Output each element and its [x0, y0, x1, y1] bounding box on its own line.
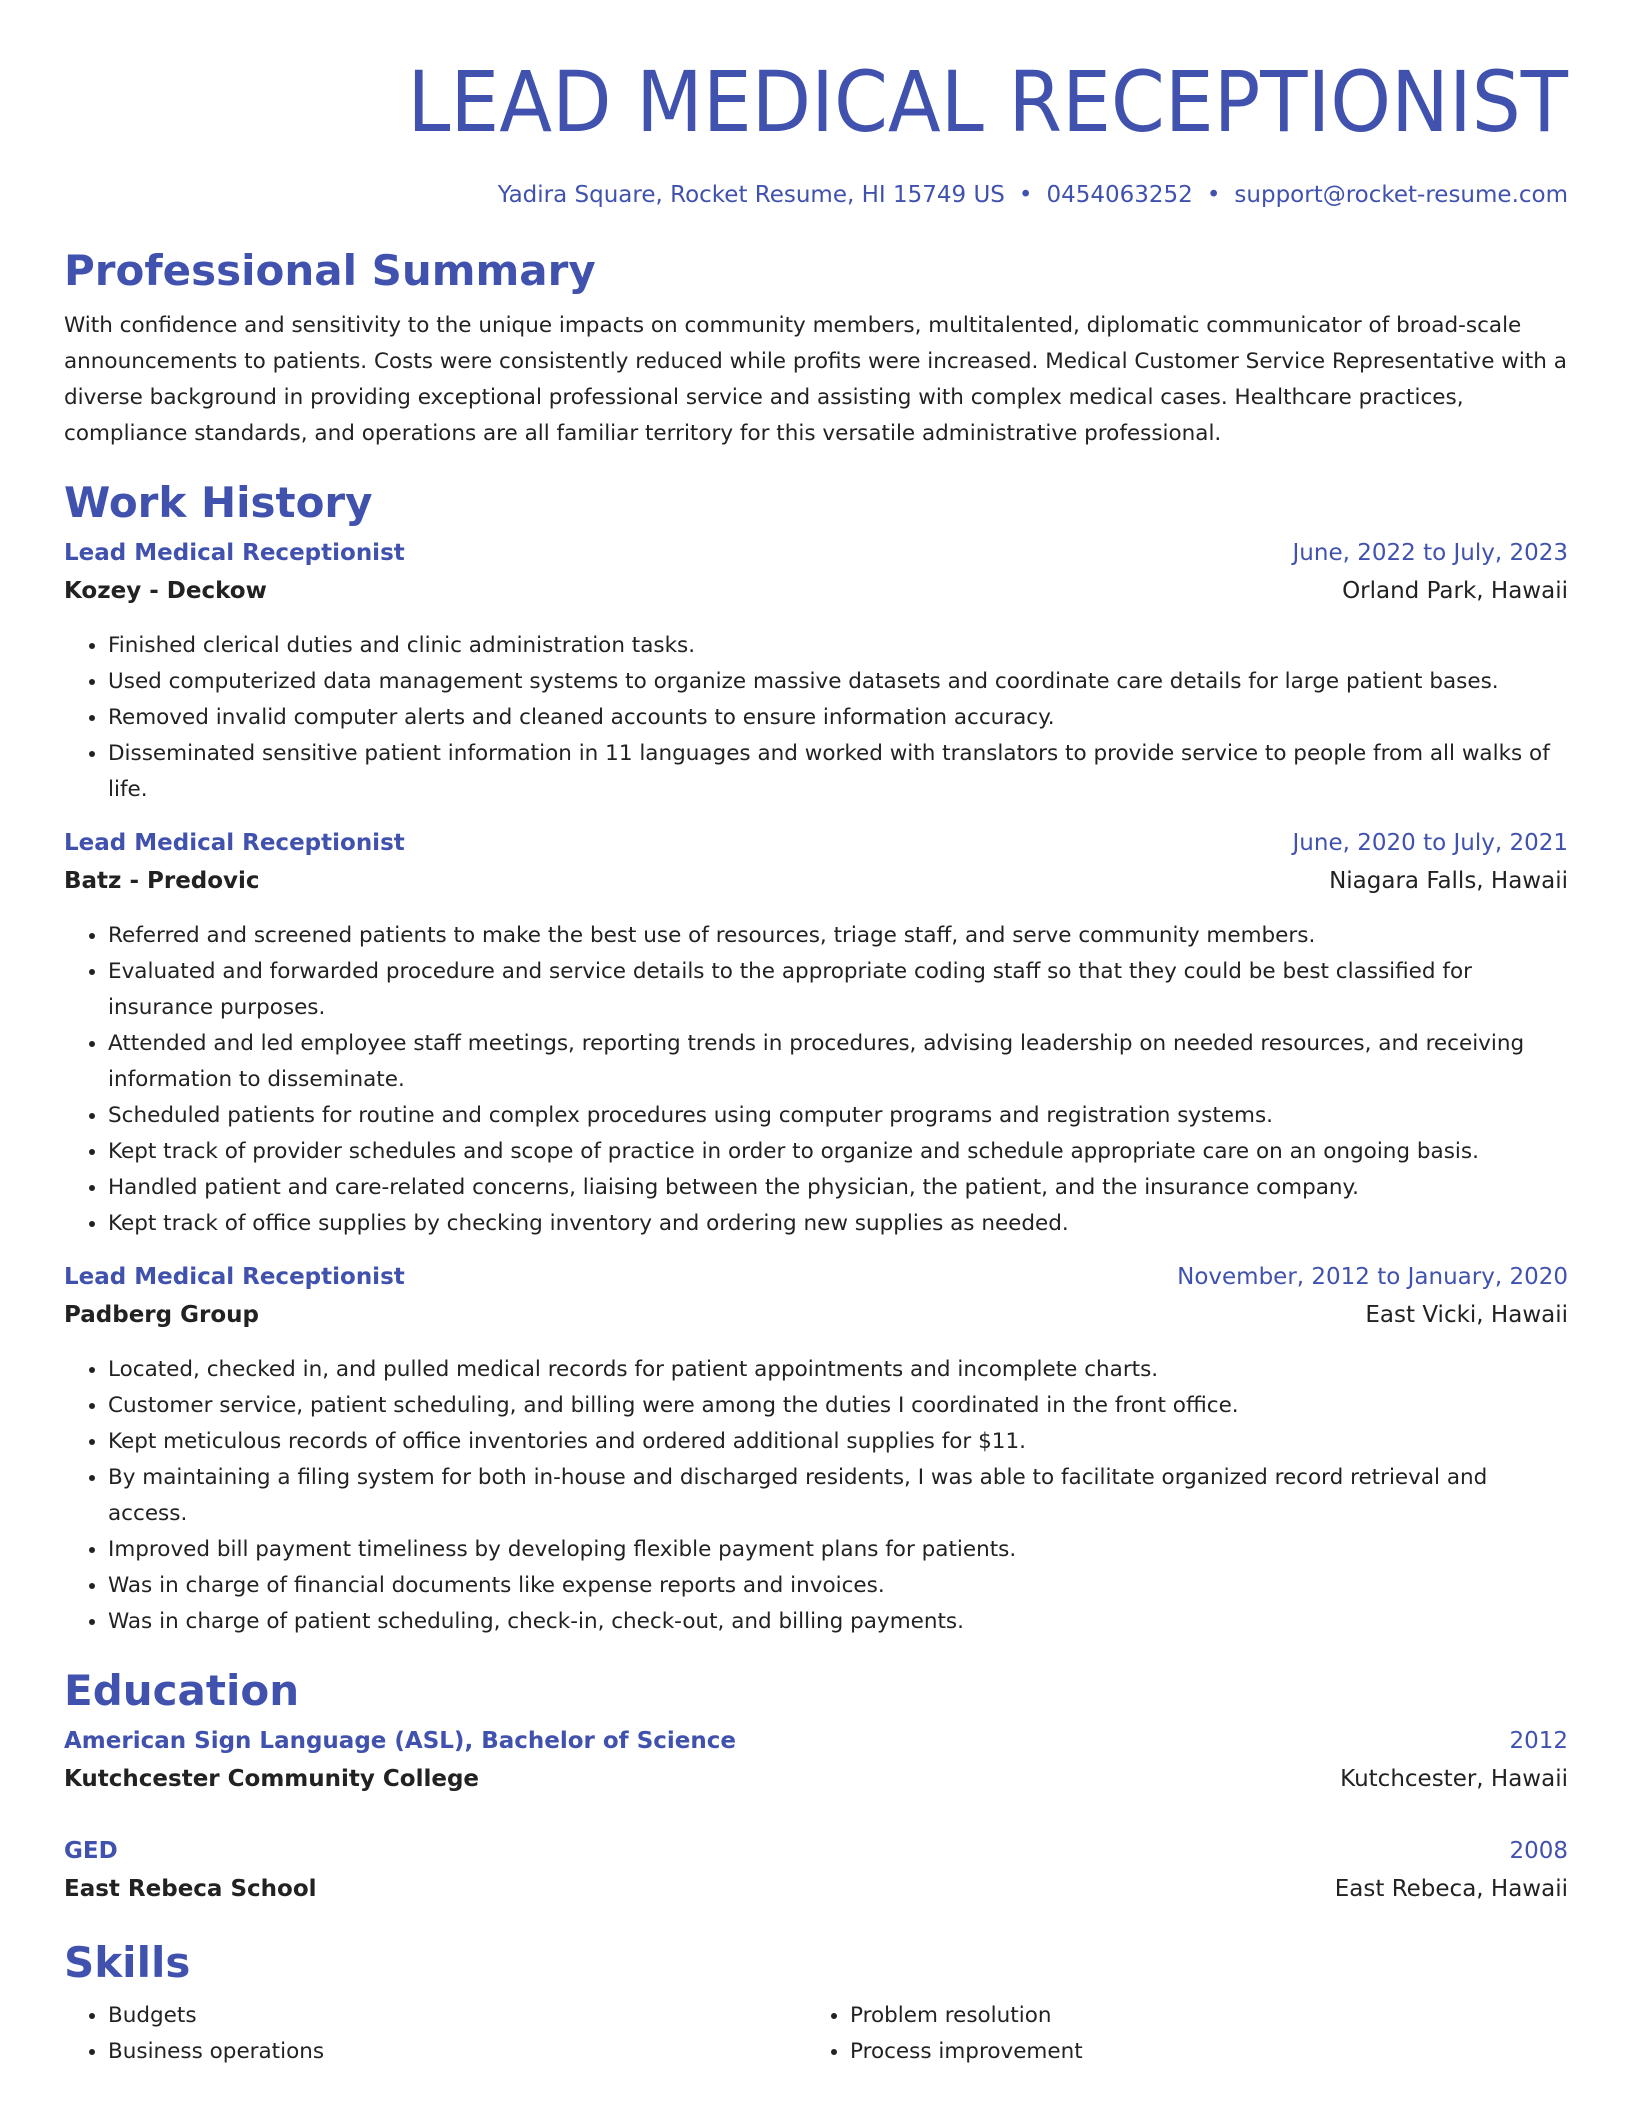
- section-title-work: Work History: [64, 478, 373, 527]
- list-item: • Handled patient and care-related concerns, liaising between the physician, the patient, and the insurance company.: [108, 1170, 1568, 1206]
- list-item: • Evaluated and forwarded procedure and service details to the appropriate coding staff so that they could be best classified for insurance purposes.: [108, 954, 1568, 1026]
- contact-email: support@rocket-resume.com: [1234, 182, 1568, 208]
- list-item: • By maintaining a filing system for both in-house and discharged residents, I was able to facilitate organized record retrieval and access.: [108, 1460, 1568, 1532]
- job-bullets: [64, 1352, 1568, 1640]
- list-item: • Located, checked in, and pulled medical records for patient appointments and incomplete charts.: [108, 1352, 1568, 1388]
- degree-title: American Sign Language (ASL), Bachelor of Science: [64, 1728, 736, 1754]
- job-location: East Vicki, Hawaii: [1365, 1302, 1568, 1328]
- list-item: • Scheduled patients for routine and complex procedures using computer programs and registration systems.: [108, 1098, 1568, 1134]
- contact-separator: •: [1018, 182, 1033, 208]
- list-item: • Was in charge of financial documents like expense reports and invoices.: [108, 1568, 1568, 1604]
- contact-line: [64, 180, 1568, 210]
- school-name: Kutchcester Community College: [64, 1766, 480, 1792]
- list-item: • Referred and screened patients to make the best use of resources, triage staff, and serve community members.: [108, 918, 1568, 954]
- job-dates: June, 2020 to July, 2021: [1292, 830, 1568, 856]
- skills-list: [64, 1998, 1568, 2070]
- list-item: • Attended and led employee staff meetings, reporting trends in procedures, advising leadership on needed resources, and receiving information to disseminate.: [108, 1026, 1568, 1098]
- list-item: • Improved bill payment timeliness by developing flexible payment plans for patients.: [108, 1532, 1568, 1568]
- list-item: • Problem resolution: [850, 1998, 1548, 2034]
- contact-phone: 0454063252: [1046, 182, 1193, 208]
- list-item: • Finished clerical duties and clinic administration tasks.: [108, 628, 1568, 664]
- job-title: Lead Medical Receptionist: [64, 1264, 405, 1290]
- school-location: East Rebeca, Hawaii: [1334, 1876, 1568, 1902]
- list-item: • Budgets: [108, 1998, 806, 2034]
- job-company: Padberg Group: [64, 1302, 259, 1328]
- education-entry: [64, 1728, 1568, 1804]
- job-dates: June, 2022 to July, 2023: [1292, 540, 1568, 566]
- list-item: • Kept meticulous records of office inventories and ordered additional supplies for $11.: [108, 1424, 1568, 1460]
- list-item: • Business operations: [108, 2034, 806, 2070]
- list-item: • Kept track of provider schedules and scope of practice in order to organize and schedule appropriate care on an ongoing basis.: [108, 1134, 1568, 1170]
- job-title: Lead Medical Receptionist: [64, 540, 405, 566]
- list-item: • Used computerized data management systems to organize massive datasets and coordinate care details for large patient bases.: [108, 664, 1568, 700]
- job-bullets: [64, 918, 1568, 1242]
- degree-title: GED: [64, 1838, 118, 1864]
- skills-column-left: [64, 1998, 806, 2070]
- section-title-skills: Skills: [64, 1938, 191, 1987]
- list-item: • Disseminated sensitive patient information in 11 languages and worked with translators to provide service to people from all walks of life.: [108, 736, 1568, 808]
- job-location: Orland Park, Hawaii: [1342, 578, 1568, 604]
- resume-page: [64, 0, 1568, 2070]
- summary-text: With confidence and sensitivity to the unique impacts on community members, multitalented, diplomatic communicator of broad-scale announcements to patients. Costs were consistently reduced while profits were increased. Medical Customer Service Representative with a diverse background in providing exceptional professional service and assisting with complex medical cases. Healthcare practices, compliance standards, and operations are all familiar territory for this versatile administrative professional.: [64, 313, 1567, 446]
- list-item: • Removed invalid computer alerts and cleaned accounts to ensure information accuracy.: [108, 700, 1568, 736]
- job-dates: November, 2012 to January, 2020: [1177, 1264, 1568, 1290]
- section-title-education: Education: [64, 1666, 300, 1715]
- job-entry: [64, 830, 1568, 1242]
- section-title-summary: Professional Summary: [64, 246, 596, 295]
- list-item: • Customer service, patient scheduling, and billing were among the duties I coordinated in the front office.: [108, 1388, 1568, 1424]
- list-item: • Was in charge of patient scheduling, check-in, check-out, and billing payments.: [108, 1604, 1568, 1640]
- list-item: • Process improvement: [850, 2034, 1548, 2070]
- job-location: Niagara Falls, Hawaii: [1329, 868, 1568, 894]
- job-company: Kozey - Deckow: [64, 578, 267, 604]
- list-item: • Kept track of office supplies by checking inventory and ordering new supplies as needed.: [108, 1206, 1568, 1242]
- job-entry: [64, 540, 1568, 808]
- job-title: Lead Medical Receptionist: [64, 830, 405, 856]
- degree-year: 2012: [1509, 1728, 1568, 1754]
- degree-year: 2008: [1509, 1838, 1568, 1864]
- skills-column-right: [806, 1998, 1548, 2070]
- job-company: Batz - Predovic: [64, 868, 260, 894]
- job-bullets: [64, 628, 1568, 808]
- school-name: East Rebeca School: [64, 1876, 317, 1902]
- contact-separator: •: [1206, 182, 1221, 208]
- school-location: Kutchcester, Hawaii: [1340, 1766, 1568, 1792]
- job-entry: [64, 1264, 1568, 1640]
- resume-title: LEAD MEDICAL RECEPTIONIST: [407, 53, 1568, 151]
- education-entry: [64, 1838, 1568, 1914]
- contact-address: Yadira Square, Rocket Resume, HI 15749 US: [497, 182, 1005, 208]
